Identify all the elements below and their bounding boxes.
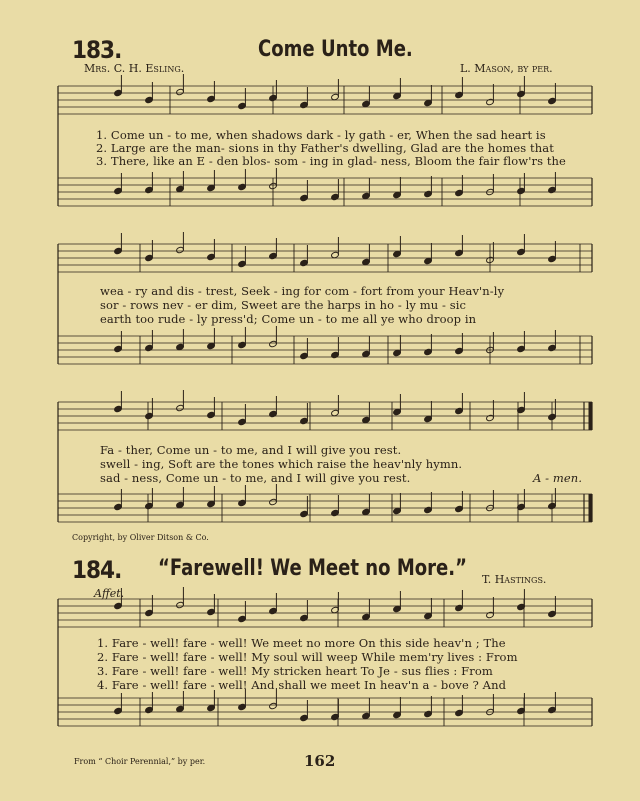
hymn-183-s3-verse-1: Fa - ther, Come un - to me, and I will give you rest. <box>100 443 402 457</box>
hymn-183-title: Come Unto Me. <box>258 37 413 62</box>
hymn-183-copyright: Copyright, by Oliver Ditson & Co. <box>72 533 209 542</box>
footer-source: From “ Choir Perennial,” by per. <box>74 757 206 766</box>
hymn-184-number: 184. <box>72 556 122 584</box>
hymn-183-s2-verse-1: wea - ry and dis - trest, Seek - ing for com - fort from your Heav'n-ly <box>100 284 505 298</box>
hymn-183-amen: A - men. <box>533 471 583 485</box>
hymn-184-verse-4: 4. Fare - well! fare - well! And shall we meet In heav'n a - bove ? And <box>97 678 507 692</box>
hymn-183-s1-verse-3: 3. There, like an E - den blos- som - ing in glad- ness, Bloom the fair flow'rs the <box>96 154 566 168</box>
hymn-183-author: Mrs. C. H. Esling. <box>84 62 185 75</box>
hymn-184-verse-1: 1. Fare - well! fare - well! We meet no more On this side heav'n ; The <box>97 636 506 650</box>
hymn-184-title: “Farewell! We Meet no More.” <box>158 556 468 581</box>
hymn-184-verse-3: 3. Fare - well! fare - well! My stricken heart To Je - sus flies : From <box>97 664 493 678</box>
hymn-183-s3-verse-2: swell - ing, Soft are the tones which raise the heav'nly hymn. <box>100 457 463 471</box>
hymn-184-verse-2: 2. Fare - well! fare - well! My soul will weep While mem'ry lives : From <box>97 650 518 664</box>
hymn-184-tempo: Affet. <box>94 587 125 600</box>
hymn-183-s2-verse-3: earth too rude - ly press'd; Come un - to me all ye who droop in <box>100 312 477 326</box>
hymn-184-composer: T. Hastings. <box>482 573 547 586</box>
hymn-183-s2-verse-2: sor - rows nev - er dim, Sweet are the harps in ho - ly mu - sic <box>100 298 467 312</box>
hymn-183-s1-verse-1: 1. Come un - to me, when shadows dark - ly gath - er, When the sad heart is <box>96 128 546 142</box>
hymn-183-s1-verse-2: 2. Large are the man- sions in thy Father's dwelling, Glad are the homes that <box>96 141 554 155</box>
page-number: 162 <box>304 752 336 770</box>
hymn-183-composer: L. Mason, by per. <box>460 62 553 75</box>
hymn-183-number: 183. <box>72 36 122 64</box>
hymn-183-s3-verse-3: sad - ness, Come un - to me, and I will give you rest. <box>100 471 411 485</box>
